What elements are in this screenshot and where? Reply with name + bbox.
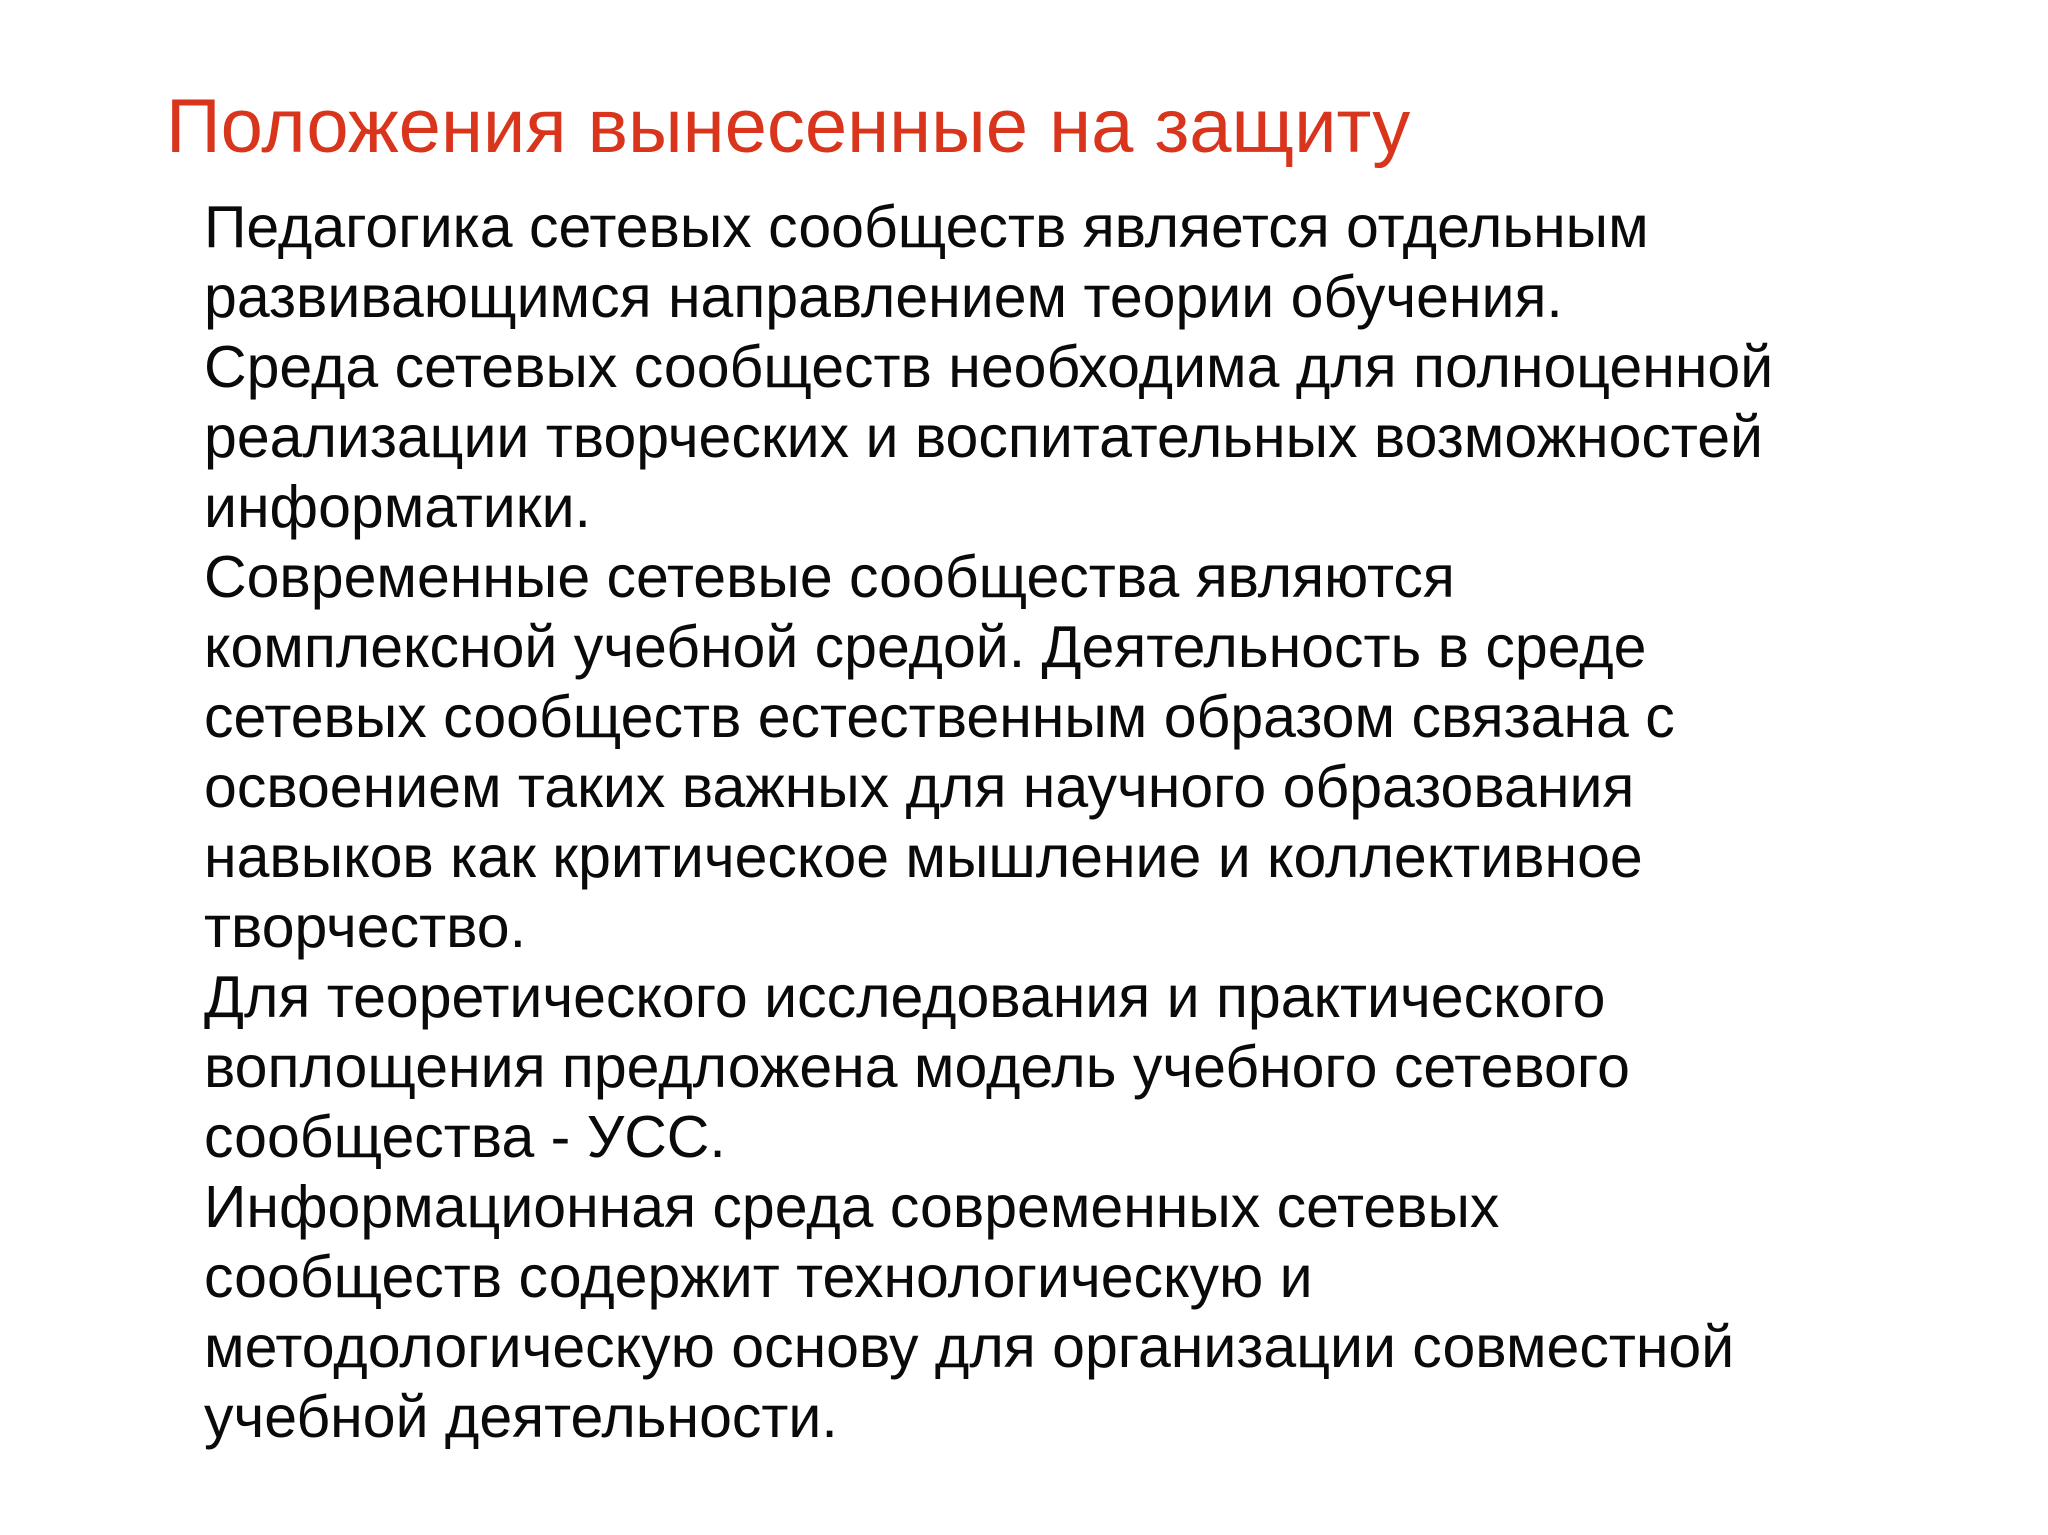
slide-body [204,192,2024,1452]
paragraph-line: сообщества - УСС. [204,1104,726,1170]
paragraph-line: учебной деятельности. [204,1384,838,1450]
slide-title: Положения вынесенные на защиту [166,84,1411,169]
paragraph-line: творчество. [204,894,526,960]
paragraph-line: сетевых сообществ естественным образом связана с [204,684,1675,750]
paragraph-line: Педагогика сетевых сообществ является отдельным [204,194,1649,260]
paragraph-line: воплощения предложена модель учебного сетевого [204,1034,1630,1100]
paragraph-line: Среда сетевых сообществ необходима для полноценной [204,334,1774,400]
paragraph-5 [204,1172,2024,1452]
paragraph-line: комплексной учебной средой. Деятельность в среде [204,614,1647,680]
paragraph-line: развивающимся направлением теории обучения. [204,264,1563,330]
paragraph-2 [204,332,2024,542]
paragraph-line: реализации творческих и воспитательных возможностей [204,404,1764,470]
paragraph-1 [204,192,2024,332]
paragraph-line: Современные сетевые сообщества являются [204,544,1455,610]
paragraph-line: сообществ содержит технологическую и [204,1244,1313,1310]
paragraph-4 [204,962,2024,1172]
paragraph-3 [204,542,2024,962]
paragraph-line: Информационная среда современных сетевых [204,1174,1500,1240]
paragraph-line: Для теоретического исследования и практического [204,964,1606,1030]
paragraph-line: методологическую основу для организации совместной [204,1314,1735,1380]
paragraph-line: информатики. [204,474,591,540]
paragraph-line: навыков как критическое мышление и коллективное [204,824,1643,890]
paragraph-line: освоением таких важных для научного образования [204,754,1635,820]
